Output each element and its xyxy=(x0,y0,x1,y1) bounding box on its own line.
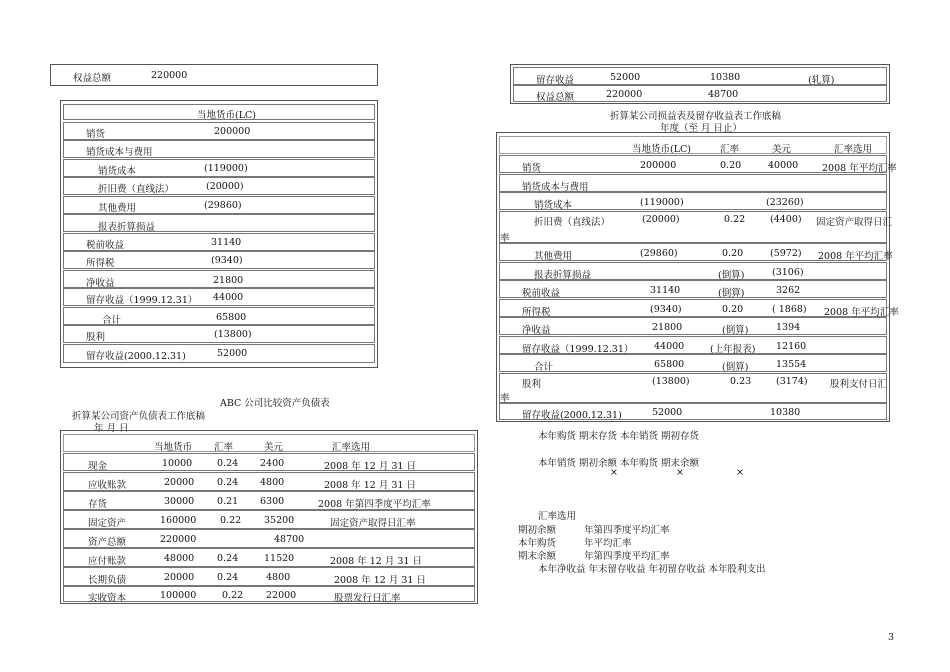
row-label: 权益总额 xyxy=(536,92,575,103)
row-lc: (9340) xyxy=(650,304,682,315)
table-row xyxy=(63,307,375,325)
row-lc: 52000 xyxy=(610,72,641,83)
col-header: 美元 xyxy=(772,144,792,155)
table-row xyxy=(63,196,375,214)
row-rate: 0.22 xyxy=(724,214,746,225)
row-label: 实收资本 xyxy=(88,593,127,604)
row-label: 其他费用 xyxy=(534,251,573,262)
row-lc: (119000) xyxy=(640,197,684,208)
row-basis: 股票发行日汇率 xyxy=(334,593,401,604)
table-row xyxy=(63,567,475,586)
row-usd: 1394 xyxy=(776,322,801,333)
income-header-row xyxy=(499,136,887,154)
row-label: 所得税 xyxy=(86,258,115,269)
row-rate: 0.20 xyxy=(722,304,744,315)
table-row xyxy=(63,251,375,269)
row-rate: 0.24 xyxy=(217,572,239,583)
table-row xyxy=(499,174,887,192)
row-rate: (倒算) xyxy=(722,325,749,336)
income-statement-table xyxy=(496,132,899,422)
notes-line-2: 本年销货 期初余额 本年购货 期末余额 xyxy=(538,458,700,469)
row-lc: 20000 xyxy=(164,572,195,583)
equity-total-box xyxy=(50,64,378,86)
row-basis: 2008 年 12 月 31 日 xyxy=(334,575,426,586)
row-rate: 0.24 xyxy=(217,458,239,469)
table-row xyxy=(63,177,375,195)
table-row xyxy=(499,403,887,420)
table-row xyxy=(63,159,375,177)
row-label: 所得税 xyxy=(522,307,551,318)
row-lc: (29860) xyxy=(640,248,678,259)
row-lc: 20000 xyxy=(164,477,195,488)
row-basis: 2008 年平均汇率 xyxy=(824,307,899,318)
table-row xyxy=(63,233,375,251)
lc-income-table xyxy=(60,100,378,368)
table-row xyxy=(63,344,375,363)
row-basis: 固定资产取得日汇 xyxy=(816,217,893,228)
row-label: 净收益 xyxy=(522,325,551,336)
table-row xyxy=(63,288,375,306)
row-value: 31140 xyxy=(211,237,242,248)
row-usd: 6300 xyxy=(260,496,285,507)
col-header: 汇率 xyxy=(214,442,234,453)
row-label: 合计 xyxy=(102,315,122,326)
row-lc: 44000 xyxy=(654,341,685,352)
rate-row-value: 年第四季度平均汇率 xyxy=(584,525,670,536)
row-label: 销货 xyxy=(86,129,106,140)
balance-header-row xyxy=(63,434,475,452)
table-row xyxy=(499,317,887,335)
table-row xyxy=(513,67,887,85)
table-row xyxy=(63,529,475,548)
row-basis: 2008 年 12 月 31 日 xyxy=(324,461,416,472)
table-row xyxy=(63,453,475,471)
row-label: 税前收益 xyxy=(522,288,561,299)
row-lc: 10000 xyxy=(162,458,193,469)
row-rate: 0.24 xyxy=(217,553,239,564)
row-label: 固定资产 xyxy=(88,518,127,529)
row-usd: 4800 xyxy=(260,477,285,488)
rate-selection-title: 汇率选用 xyxy=(538,511,577,522)
row-label: 股利 xyxy=(522,379,542,390)
row-usd: 35200 xyxy=(264,515,295,526)
notes-last-line: 本年净收益 年末留存收益 年初留存收益 本年股利支出 xyxy=(538,564,766,575)
row-label: 折旧费（直线法） xyxy=(98,184,175,195)
row-basis: 2008 年平均汇率 xyxy=(818,251,893,262)
row-value: (29860) xyxy=(204,200,242,211)
table-row xyxy=(499,373,887,403)
table-row xyxy=(63,140,375,158)
row-basis: 2008 年 12 月 31 日 xyxy=(324,480,416,491)
row-basis: 2008 年第四季度平均汇率 xyxy=(318,499,431,510)
lc-header: 当地货币(LC) xyxy=(197,110,256,121)
row-lc: 160000 xyxy=(160,515,197,526)
col-header: 美元 xyxy=(264,442,284,453)
row-rate: (上年报表) xyxy=(710,344,756,355)
table-row xyxy=(499,243,893,262)
row-basis-wrap: 率 xyxy=(500,233,510,244)
row-label: 折旧费（直线法） xyxy=(534,217,611,228)
row-label: 销货成本与费用 xyxy=(86,147,153,158)
row-label: 应收账款 xyxy=(88,480,127,491)
row-label: 净收益 xyxy=(86,278,115,289)
row-label: 应付账款 xyxy=(88,556,127,567)
row-value: (20000) xyxy=(206,181,244,192)
row-usd: (5972) xyxy=(770,248,802,259)
table-row xyxy=(499,192,887,210)
row-label: 销货成本 xyxy=(534,200,573,211)
col-header: 当地货币 xyxy=(154,442,193,453)
row-usd: 22000 xyxy=(266,590,297,601)
equity-total-value: 220000 xyxy=(151,70,188,81)
row-lc: 30000 xyxy=(164,496,195,507)
row-usd: 2400 xyxy=(260,458,285,469)
table-row xyxy=(63,214,375,232)
row-lc: 220000 xyxy=(160,534,197,545)
row-lc: 31140 xyxy=(650,285,681,296)
col-header: 汇率 xyxy=(720,144,740,155)
row-usd: ( 1868) xyxy=(772,304,807,315)
row-rate: (倒算) xyxy=(722,362,749,373)
row-value: (13800) xyxy=(214,329,252,340)
notes-line-1: 本年购货 期末存货 本年销货 期初存货 xyxy=(538,431,700,442)
row-value: 200000 xyxy=(214,126,251,137)
row-usd: 13554 xyxy=(776,359,807,370)
row-lc: (20000) xyxy=(642,214,680,225)
row-lc: 65800 xyxy=(654,359,685,370)
row-usd: 11520 xyxy=(264,553,295,564)
table-row xyxy=(499,336,887,354)
row-usd: (3174) xyxy=(776,376,808,387)
page-number: 3 xyxy=(888,632,895,643)
row-usd: 10380 xyxy=(770,407,801,418)
row-value: 44000 xyxy=(213,292,244,303)
row-label: 股利 xyxy=(86,332,106,343)
table-row xyxy=(499,262,887,280)
row-usd: (4400) xyxy=(770,214,802,225)
row-rate: 0.20 xyxy=(720,160,742,171)
row-label: 销货 xyxy=(522,163,542,174)
row-label: 留存收益(2000.12.31) xyxy=(522,410,622,421)
row-rate: 0.20 xyxy=(722,248,744,259)
row-basis: 股利支付日汇 xyxy=(830,379,888,390)
row-usd: (23260) xyxy=(766,197,804,208)
lc-header-row xyxy=(63,104,375,120)
row-label: 销货成本与费用 xyxy=(522,182,589,193)
table-row xyxy=(499,280,887,298)
row-label: 留存收益(2000.12.31) xyxy=(86,351,186,362)
table-row xyxy=(63,270,375,288)
table-row xyxy=(499,155,897,174)
income-worksheet-title: 折算某公司损益表及留存收益表工作底稿 xyxy=(610,111,782,122)
col-header: 汇率选用 xyxy=(834,144,873,155)
row-value: (9340) xyxy=(211,255,243,266)
table-row xyxy=(63,548,475,567)
row-basis: 2008 年 12 月 31 日 xyxy=(330,556,422,567)
table-row xyxy=(63,122,375,140)
row-label: 税前收益 xyxy=(86,240,125,251)
row-label: 留存收益 xyxy=(536,75,575,86)
row-label: 报表折算损益 xyxy=(98,222,156,233)
row-rate: 0.22 xyxy=(220,515,242,526)
row-usd: 48700 xyxy=(708,89,739,100)
row-rate: 0.21 xyxy=(217,496,239,507)
balance-title: ABC 公司比较资产负债表 xyxy=(220,398,330,409)
row-label: 现金 xyxy=(88,461,108,472)
row-rate: (倒算) xyxy=(718,288,745,299)
table-row xyxy=(63,586,475,602)
row-usd: 10380 xyxy=(710,72,741,83)
row-lc: 100000 xyxy=(160,590,197,601)
table-row xyxy=(499,354,887,372)
table-row xyxy=(63,491,475,510)
table-row xyxy=(513,85,887,102)
row-value: 65800 xyxy=(216,312,247,323)
rate-row-label: 期初余额 xyxy=(518,525,557,536)
equity-total-label: 权益总额 xyxy=(73,73,112,84)
row-label: 存货 xyxy=(88,499,108,510)
row-usd: 4800 xyxy=(266,572,291,583)
row-value: (119000) xyxy=(204,163,248,174)
row-value: 52000 xyxy=(217,348,248,359)
table-row xyxy=(63,472,475,491)
row-rate: 0.22 xyxy=(222,590,244,601)
row-lc: (13800) xyxy=(652,376,690,387)
row-lc: 220000 xyxy=(606,89,643,100)
row-basis: 2008 年平均汇率 xyxy=(822,163,897,174)
retained-equity-box xyxy=(510,64,890,104)
row-label: 报表折算损益 xyxy=(534,270,592,281)
multiply-mark: × xyxy=(676,467,684,478)
table-row xyxy=(499,211,893,244)
row-rate: 0.24 xyxy=(217,477,239,488)
row-note: (轧算) xyxy=(808,75,835,86)
row-label: 留存收益（1999.12.31） xyxy=(86,295,198,306)
rate-row-value: 年第四季度平均汇率 xyxy=(584,551,670,562)
multiply-mark: × xyxy=(736,467,744,478)
balance-subtitle: 折算某公司资产负债表工作底稿 xyxy=(72,411,206,422)
row-label: 资产总额 xyxy=(88,537,127,548)
row-lc: 21800 xyxy=(652,322,683,333)
row-usd: 48700 xyxy=(274,534,305,545)
table-row xyxy=(63,325,375,343)
row-usd: 12160 xyxy=(776,341,807,352)
rate-row-label: 期末余额 xyxy=(518,551,557,562)
row-usd: (3106) xyxy=(772,267,804,278)
row-usd: 3262 xyxy=(776,285,801,296)
row-label: 其他费用 xyxy=(98,203,137,214)
row-value: 21800 xyxy=(213,275,244,286)
row-lc: 48000 xyxy=(164,553,195,564)
row-label: 销货成本 xyxy=(98,166,137,177)
balance-date-line: 年 月 日 xyxy=(94,423,129,434)
row-lc: 52000 xyxy=(652,407,683,418)
rate-row-label: 本年购货 xyxy=(518,538,557,549)
row-label: 留存收益（1999.12.31） xyxy=(522,344,634,355)
row-label: 合计 xyxy=(534,362,554,373)
income-worksheet-date: 年度（至 月 日止） xyxy=(660,123,743,134)
row-lc: 200000 xyxy=(640,160,677,171)
table-row xyxy=(499,299,899,318)
row-rate: (倒算) xyxy=(718,270,745,281)
row-basis-wrap: 率 xyxy=(500,393,510,404)
col-header: 当地货币(LC) xyxy=(632,144,691,155)
rate-row-value: 年平均汇率 xyxy=(584,538,632,549)
row-basis: 固定资产取得日汇率 xyxy=(330,518,416,529)
table-row xyxy=(63,510,475,529)
balance-sheet-table xyxy=(60,430,478,604)
row-usd: 40000 xyxy=(768,160,799,171)
row-rate: 0.23 xyxy=(730,376,752,387)
multiply-mark: × xyxy=(610,467,618,478)
col-header: 汇率选用 xyxy=(332,442,371,453)
row-label: 长期负债 xyxy=(88,575,127,586)
